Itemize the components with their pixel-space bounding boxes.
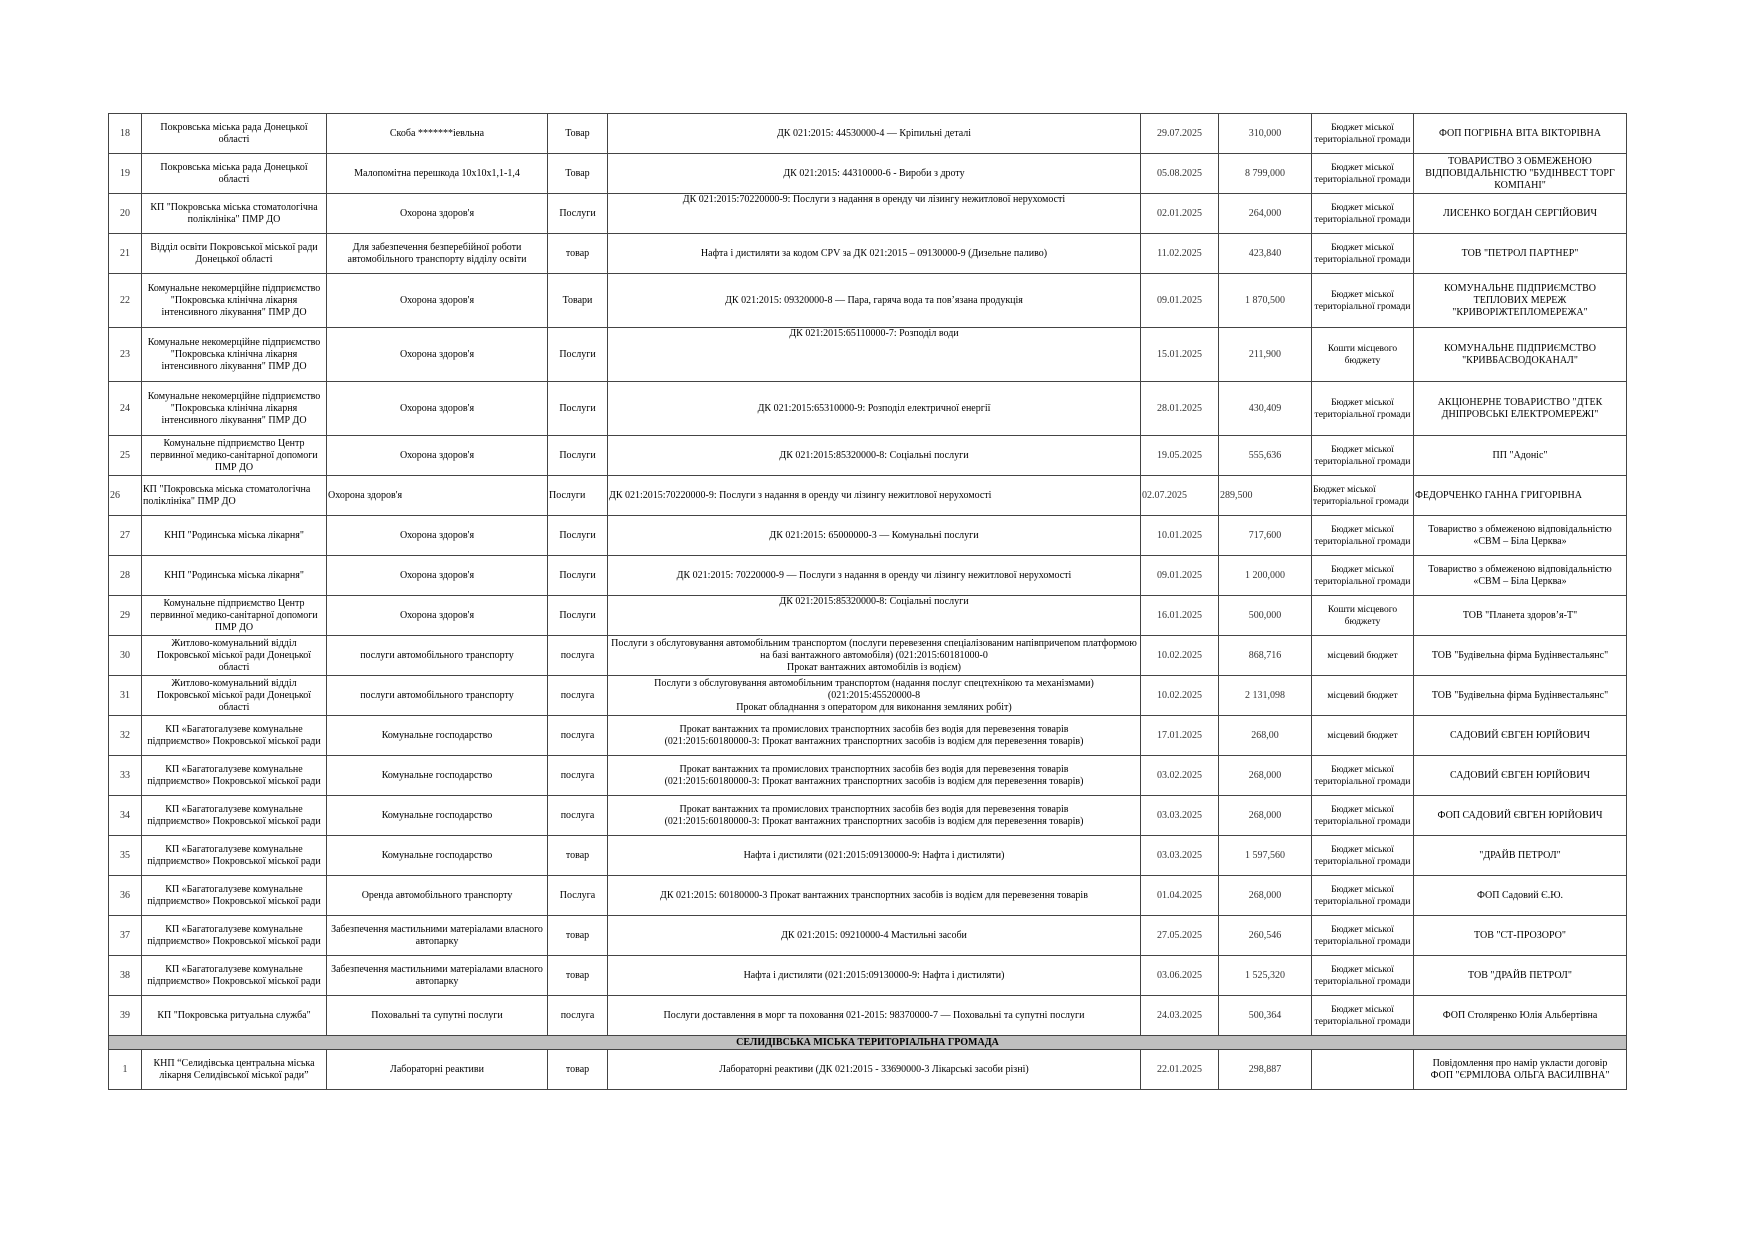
date-cell: 02.01.2025 <box>1141 194 1219 234</box>
date-cell: 09.01.2025 <box>1141 274 1219 328</box>
date-cell: 17.01.2025 <box>1141 716 1219 756</box>
cpv-code-cell: ДК 021:2015: 70220000-9 — Послуги з надання в оренду чи лізингу нежитлової нерухомості <box>608 556 1141 596</box>
type-cell: Товар <box>548 114 608 154</box>
funding-source-cell: місцевий бюджет <box>1312 716 1414 756</box>
funding-source-cell: Бюджет міської територіальної громади <box>1312 756 1414 796</box>
cpv-code-cell: ДК 021:2015: 09320000-8 — Пара, гаряча вода та пов’язана продукція <box>608 274 1141 328</box>
cpv-code-cell: ДК 021:2015: 44310000-6 - Вироби з дроту <box>608 154 1141 194</box>
funding-source-cell: місцевий бюджет <box>1312 636 1414 676</box>
subject-cell: Охорона здоров'я <box>327 382 548 436</box>
subject-cell: Охорона здоров'я <box>327 516 548 556</box>
row-number: 26 <box>109 476 142 516</box>
row-number: 19 <box>109 154 142 194</box>
amount-cell: 2 131,098 <box>1219 676 1312 716</box>
customer-cell: КП "Покровська ритуальна служба" <box>142 996 327 1036</box>
customer-cell: Житлово-комунальний відділ Покровської міської ради Донецької області <box>142 676 327 716</box>
table-row <box>109 796 1627 836</box>
funding-source-cell: Бюджет міської територіальної громади <box>1312 436 1414 476</box>
section-header-row <box>109 1036 1627 1050</box>
row-number: 31 <box>109 676 142 716</box>
funding-source-cell: Бюджет міської територіальної громади <box>1312 556 1414 596</box>
cpv-code-cell: ДК 021:2015: 65000000-3 — Комунальні послуги <box>608 516 1141 556</box>
subject-cell: Комунальне господарство <box>327 796 548 836</box>
customer-cell: Комунальне некомерційне підприємство "Покровська клінічна лікарня інтенсивного лікування" ПМР ДО <box>142 274 327 328</box>
amount-cell: 211,900 <box>1219 328 1312 382</box>
subject-cell: Забезпечення мастильними матеріалами власного автопарку <box>327 956 548 996</box>
procurement-table <box>108 113 1627 1090</box>
funding-source-cell: місцевий бюджет <box>1312 676 1414 716</box>
row-number: 30 <box>109 636 142 676</box>
type-cell: Послуги <box>548 328 608 382</box>
date-cell: 24.03.2025 <box>1141 996 1219 1036</box>
subject-cell: Охорона здоров'я <box>327 194 548 234</box>
amount-cell: 1 870,500 <box>1219 274 1312 328</box>
supplier-cell: ЛИСЕНКО БОГДАН СЕРГІЙОВИЧ <box>1414 194 1627 234</box>
supplier-cell: ФЕДОРЧЕНКО ГАННА ГРИГОРІВНА <box>1414 476 1627 516</box>
supplier-cell: ПП "Адоніс" <box>1414 436 1627 476</box>
row-number: 29 <box>109 596 142 636</box>
customer-cell: КП "Покровська міська стоматологічна поліклініка" ПМР ДО <box>142 476 327 516</box>
cpv-code-cell: ДК 021:2015:65310000-9: Розподіл електричної енергії <box>608 382 1141 436</box>
funding-source-cell: Бюджет міської територіальної громади <box>1312 516 1414 556</box>
supplier-cell: ТОВАРИСТВО З ОБМЕЖЕНОЮ ВІДПОВІДАЛЬНІСТЮ "БУДІНВЕСТ ТОРГ КОМПАНІ" <box>1414 154 1627 194</box>
supplier-cell: АКЦІОНЕРНЕ ТОВАРИСТВО "ДТЕК ДНІПРОВСЬКІ ЕЛЕКТРОМЕРЕЖІ" <box>1414 382 1627 436</box>
section-title: СЕЛИДІВСЬКА МІСЬКА ТЕРИТОРІАЛЬНА ГРОМАДА <box>109 1036 1627 1050</box>
funding-source-cell: Бюджет міської територіальної громади <box>1312 956 1414 996</box>
date-cell: 19.05.2025 <box>1141 436 1219 476</box>
cpv-code-cell: ДК 021:2015: 09210000-4 Мастильні засоби <box>608 916 1141 956</box>
supplier-cell: "ДРАЙВ ПЕТРОЛ" <box>1414 836 1627 876</box>
subject-cell: Комунальне господарство <box>327 716 548 756</box>
cpv-code-cell: Лабораторні реактиви (ДК 021:2015 - 33690000-3 Лікарські засоби різні) <box>608 1050 1141 1090</box>
subject-cell: Комунальне господарство <box>327 836 548 876</box>
customer-cell: КП «Багатогалузеве комунальне підприємство» Покровської міської ради <box>142 956 327 996</box>
row-number: 20 <box>109 194 142 234</box>
supplier-cell: САДОВИЙ ЄВГЕН ЮРІЙОВИЧ <box>1414 756 1627 796</box>
cpv-code-cell: ДК 021:2015:65110000-7: Розподіл води <box>608 328 1141 382</box>
customer-cell: КП "Покровська міська стоматологічна поліклініка" ПМР ДО <box>142 194 327 234</box>
customer-cell: Комунальне некомерційне підприємство "Покровська клінічна лікарня інтенсивного лікування" ПМР ДО <box>142 382 327 436</box>
row-number: 32 <box>109 716 142 756</box>
amount-cell: 268,000 <box>1219 756 1312 796</box>
row-number: 27 <box>109 516 142 556</box>
funding-source-cell: Кошти місцевого бюджету <box>1312 596 1414 636</box>
funding-source-cell: Бюджет міської територіальної громади <box>1312 996 1414 1036</box>
date-cell: 28.01.2025 <box>1141 382 1219 436</box>
amount-cell: 423,840 <box>1219 234 1312 274</box>
cpv-code-cell: Прокат вантажних та промислових транспортних засобів без водія для перевезення товарів (021:2015:60180000-3: Прокат вантажних транспортних засобів із водієм для перевезення товарів) <box>608 756 1141 796</box>
supplier-cell: Товариство з обмеженою відповідальністю «СВМ – Біла Церква» <box>1414 516 1627 556</box>
date-cell: 15.01.2025 <box>1141 328 1219 382</box>
customer-cell: КП «Багатогалузеве комунальне підприємство» Покровської міської ради <box>142 836 327 876</box>
table-row <box>109 476 1627 516</box>
customer-cell: Комунальне підприємство Центр первинної медико-санітарної допомоги ПМР ДО <box>142 596 327 636</box>
row-number: 23 <box>109 328 142 382</box>
amount-cell: 268,000 <box>1219 876 1312 916</box>
supplier-cell: ТОВ "ДРАЙВ ПЕТРОЛ" <box>1414 956 1627 996</box>
subject-cell: Охорона здоров'я <box>327 596 548 636</box>
type-cell: Послуги <box>548 194 608 234</box>
subject-cell: Комунальне господарство <box>327 756 548 796</box>
cpv-code-cell: ДК 021:2015:70220000-9: Послуги з надання в оренду чи лізингу нежитлової нерухомості <box>608 476 1141 516</box>
supplier-cell: КОМУНАЛЬНЕ ПІДПРИЄМСТВО "КРИВБАСВОДОКАНАЛ" <box>1414 328 1627 382</box>
funding-source-cell: Кошти місцевого бюджету <box>1312 328 1414 382</box>
amount-cell: 8 799,000 <box>1219 154 1312 194</box>
amount-cell: 260,546 <box>1219 916 1312 956</box>
date-cell: 10.01.2025 <box>1141 516 1219 556</box>
funding-source-cell: Бюджет міської територіальної громади <box>1312 234 1414 274</box>
amount-cell: 268,000 <box>1219 796 1312 836</box>
table-row <box>109 756 1627 796</box>
table-row <box>109 996 1627 1036</box>
funding-source-cell: Бюджет міської територіальної громади <box>1312 836 1414 876</box>
row-number: 18 <box>109 114 142 154</box>
cpv-code-cell: Нафта і дистиляти (021:2015:09130000-9: Нафта і дистиляти) <box>608 836 1141 876</box>
cpv-code-cell: ДК 021:2015: 44530000-4 — Кріпильні деталі <box>608 114 1141 154</box>
type-cell: послуга <box>548 756 608 796</box>
table-row <box>109 114 1627 154</box>
row-number: 39 <box>109 996 142 1036</box>
amount-cell: 717,600 <box>1219 516 1312 556</box>
type-cell: товар <box>548 234 608 274</box>
supplier-cell: ТОВ "Планета здоров’я-Т" <box>1414 596 1627 636</box>
table-row <box>109 234 1627 274</box>
date-cell: 16.01.2025 <box>1141 596 1219 636</box>
date-cell: 03.03.2025 <box>1141 796 1219 836</box>
row-number: 24 <box>109 382 142 436</box>
supplier-cell: ФОП Садовий Є.Ю. <box>1414 876 1627 916</box>
supplier-cell: Товариство з обмеженою відповідальністю «СВМ – Біла Церква» <box>1414 556 1627 596</box>
type-cell: Товари <box>548 274 608 328</box>
type-cell: Послуги <box>548 596 608 636</box>
subject-cell: Малопомітна перешкода 10х10х1,1-1,4 <box>327 154 548 194</box>
supplier-cell: Повідомлення про намір укласти договір ФОП "ЄРМІЛОВА ОЛЬГА ВАСИЛІВНА" <box>1414 1050 1627 1090</box>
date-cell: 29.07.2025 <box>1141 114 1219 154</box>
customer-cell: КНП “Селидівська центральна міська лікарня Селидівської міської ради” <box>142 1050 327 1090</box>
customer-cell: Житлово-комунальний відділ Покровської міської ради Донецької області <box>142 636 327 676</box>
subject-cell: послуги автомобільного транспорту <box>327 676 548 716</box>
customer-cell: Покровська міська рада Донецької області <box>142 114 327 154</box>
date-cell: 11.02.2025 <box>1141 234 1219 274</box>
row-number: 21 <box>109 234 142 274</box>
amount-cell: 1 597,560 <box>1219 836 1312 876</box>
table-row <box>109 836 1627 876</box>
amount-cell: 430,409 <box>1219 382 1312 436</box>
table-row <box>109 596 1627 636</box>
amount-cell: 310,000 <box>1219 114 1312 154</box>
table-row <box>109 382 1627 436</box>
subject-cell: Скоба *******іевльна <box>327 114 548 154</box>
subject-cell: послуги автомобільного транспорту <box>327 636 548 676</box>
type-cell: товар <box>548 1050 608 1090</box>
table-row <box>109 676 1627 716</box>
funding-source-cell: Бюджет міської територіальної громади <box>1312 114 1414 154</box>
supplier-cell: ТОВ "СТ-ПРОЗОРО" <box>1414 916 1627 956</box>
type-cell: послуга <box>548 636 608 676</box>
row-number: 36 <box>109 876 142 916</box>
type-cell: Послуги <box>548 382 608 436</box>
table-row <box>109 436 1627 476</box>
supplier-cell: ТОВ "ПЕТРОЛ ПАРТНЕР" <box>1414 234 1627 274</box>
date-cell: 03.02.2025 <box>1141 756 1219 796</box>
customer-cell: Комунальне некомерційне підприємство "Покровська клінічна лікарня інтенсивного лікування" ПМР ДО <box>142 328 327 382</box>
supplier-cell: ФОП САДОВИЙ ЄВГЕН ЮРІЙОВИЧ <box>1414 796 1627 836</box>
subject-cell: Забезпечення мастильними матеріалами власного автопарку <box>327 916 548 956</box>
customer-cell: КП «Багатогалузеве комунальне підприємство» Покровської міської ради <box>142 796 327 836</box>
amount-cell: 1 525,320 <box>1219 956 1312 996</box>
date-cell: 02.07.2025 <box>1141 476 1219 516</box>
type-cell: Послуги <box>548 556 608 596</box>
type-cell: товар <box>548 836 608 876</box>
row-number: 35 <box>109 836 142 876</box>
table-row <box>109 956 1627 996</box>
date-cell: 27.05.2025 <box>1141 916 1219 956</box>
cpv-code-cell: ДК 021:2015:70220000-9: Послуги з надання в оренду чи лізингу нежитлової нерухомості <box>608 194 1141 234</box>
cpv-code-cell: Прокат вантажних та промислових транспортних засобів без водія для перевезення товарів (021:2015:60180000-3: Прокат вантажних транспортних засобів із водієм для перевезення товарів) <box>608 716 1141 756</box>
funding-source-cell: Бюджет міської територіальної громади <box>1312 916 1414 956</box>
customer-cell: КНП "Родинська міська лікарня" <box>142 516 327 556</box>
supplier-cell: КОМУНАЛЬНЕ ПІДПРИЄМСТВО ТЕПЛОВИХ МЕРЕЖ "КРИВОРІЖТЕПЛОМЕРЕЖА" <box>1414 274 1627 328</box>
customer-cell: КП «Багатогалузеве комунальне підприємство» Покровської міської ради <box>142 756 327 796</box>
supplier-cell: ФОП ПОГРІБНА ВІТА ВІКТОРІВНА <box>1414 114 1627 154</box>
table-row <box>109 274 1627 328</box>
funding-source-cell <box>1312 1050 1414 1090</box>
funding-source-cell: Бюджет міської територіальної громади <box>1312 194 1414 234</box>
cpv-code-cell: ДК 021:2015:85320000-8: Соціальні послуги <box>608 436 1141 476</box>
date-cell: 22.01.2025 <box>1141 1050 1219 1090</box>
funding-source-cell: Бюджет міської територіальної громади <box>1312 154 1414 194</box>
row-number: 25 <box>109 436 142 476</box>
type-cell: Послуги <box>548 476 608 516</box>
row-number: 37 <box>109 916 142 956</box>
subject-cell: Поховальні та супутні послуги <box>327 996 548 1036</box>
funding-source-cell: Бюджет міської територіальної громади <box>1312 382 1414 436</box>
amount-cell: 298,887 <box>1219 1050 1312 1090</box>
table-row <box>109 636 1627 676</box>
supplier-cell: ТОВ "Будівельна фірма Будінвестальянс" <box>1414 676 1627 716</box>
subject-cell: Оренда автомобільного транспорту <box>327 876 548 916</box>
customer-cell: КП «Багатогалузеве комунальне підприємство» Покровської міської ради <box>142 716 327 756</box>
table-row <box>109 154 1627 194</box>
type-cell: Послуги <box>548 436 608 476</box>
customer-cell: Комунальне підприємство Центр первинної медико-санітарної допомоги ПМР ДО <box>142 436 327 476</box>
subject-cell: Охорона здоров'я <box>327 328 548 382</box>
amount-cell: 500,364 <box>1219 996 1312 1036</box>
funding-source-cell: Бюджет міської територіальної громади <box>1312 274 1414 328</box>
supplier-cell: ТОВ "Будівельна фірма Будінвестальянс" <box>1414 636 1627 676</box>
type-cell: послуга <box>548 676 608 716</box>
customer-cell: Покровська міська рада Донецької області <box>142 154 327 194</box>
subject-cell: Охорона здоров'я <box>327 556 548 596</box>
type-cell: Послуги <box>548 516 608 556</box>
table-row <box>109 328 1627 382</box>
amount-cell: 555,636 <box>1219 436 1312 476</box>
row-number: 33 <box>109 756 142 796</box>
table-row <box>109 556 1627 596</box>
date-cell: 01.04.2025 <box>1141 876 1219 916</box>
funding-source-cell: Бюджет міської територіальної громади <box>1312 876 1414 916</box>
supplier-cell: САДОВИЙ ЄВГЕН ЮРІЙОВИЧ <box>1414 716 1627 756</box>
date-cell: 03.03.2025 <box>1141 836 1219 876</box>
subject-cell: Охорона здоров'я <box>327 274 548 328</box>
amount-cell: 289,500 <box>1219 476 1312 516</box>
funding-source-cell: Бюджет міської територіальної громади <box>1312 476 1414 516</box>
amount-cell: 264,000 <box>1219 194 1312 234</box>
cpv-code-cell: Прокат вантажних та промислових транспортних засобів без водія для перевезення товарів (021:2015:60180000-3: Прокат вантажних транспортних засобів із водієм для перевезення товарів) <box>608 796 1141 836</box>
date-cell: 10.02.2025 <box>1141 676 1219 716</box>
customer-cell: КНП "Родинська міська лікарня" <box>142 556 327 596</box>
customer-cell: КП «Багатогалузеве комунальне підприємство» Покровської міської ради <box>142 876 327 916</box>
cpv-code-cell: Нафта і дистиляти (021:2015:09130000-9: Нафта і дистиляти) <box>608 956 1141 996</box>
type-cell: товар <box>548 916 608 956</box>
type-cell: послуга <box>548 996 608 1036</box>
cpv-code-cell: ДК 021:2015: 60180000-3 Прокат вантажних транспортних засобів із водієм для перевезення товарів <box>608 876 1141 916</box>
amount-cell: 500,000 <box>1219 596 1312 636</box>
subject-cell: Для забезпечення безперебійної роботи автомобільного транспорту відділу освіти <box>327 234 548 274</box>
cpv-code-cell: Послуги з обслуговування автомобільним транспортом (послуги перевезення спеціалізованим напівпричепом платформою на базі вантажного автомобіля) (021:2015:60181000-0 Прокат вантажних автомобілів із водієм) <box>608 636 1141 676</box>
cpv-code-cell: Нафта і дистиляти за кодом CPV за ДК 021:2015 – 09130000-9 (Дизельне паливо) <box>608 234 1141 274</box>
cpv-code-cell: Послуги з обслуговування автомобільним транспортом (надання послуг спецтехнікою та механізмами) (021:2015:45520000-8 Прокат обладнання з оператором для виконання земляних робіт) <box>608 676 1141 716</box>
table-row <box>109 876 1627 916</box>
funding-source-cell: Бюджет міської територіальної громади <box>1312 796 1414 836</box>
subject-cell: Лабораторні реактиви <box>327 1050 548 1090</box>
type-cell: товар <box>548 956 608 996</box>
amount-cell: 268,00 <box>1219 716 1312 756</box>
table-row <box>109 916 1627 956</box>
cpv-code-cell: Послуги доставлення в морг та поховання 021-2015: 98370000-7 — Поховальні та супутні послуги <box>608 996 1141 1036</box>
date-cell: 10.02.2025 <box>1141 636 1219 676</box>
row-number: 22 <box>109 274 142 328</box>
row-number: 1 <box>109 1050 142 1090</box>
row-number: 28 <box>109 556 142 596</box>
type-cell: послуга <box>548 716 608 756</box>
date-cell: 05.08.2025 <box>1141 154 1219 194</box>
cpv-code-cell: ДК 021:2015:85320000-8: Соціальні послуги <box>608 596 1141 636</box>
type-cell: Товар <box>548 154 608 194</box>
table-row <box>109 516 1627 556</box>
date-cell: 03.06.2025 <box>1141 956 1219 996</box>
table-row <box>109 1050 1627 1090</box>
subject-cell: Охорона здоров'я <box>327 476 548 516</box>
customer-cell: КП «Багатогалузеве комунальне підприємство» Покровської міської ради <box>142 916 327 956</box>
amount-cell: 1 200,000 <box>1219 556 1312 596</box>
type-cell: послуга <box>548 796 608 836</box>
type-cell: Послуга <box>548 876 608 916</box>
row-number: 34 <box>109 796 142 836</box>
table-row <box>109 716 1627 756</box>
supplier-cell: ФОП Столяренко Юлія Альбертівна <box>1414 996 1627 1036</box>
amount-cell: 868,716 <box>1219 636 1312 676</box>
subject-cell: Охорона здоров'я <box>327 436 548 476</box>
row-number: 38 <box>109 956 142 996</box>
customer-cell: Відділ освіти Покровської міської ради Донецької області <box>142 234 327 274</box>
date-cell: 09.01.2025 <box>1141 556 1219 596</box>
table-row <box>109 194 1627 234</box>
